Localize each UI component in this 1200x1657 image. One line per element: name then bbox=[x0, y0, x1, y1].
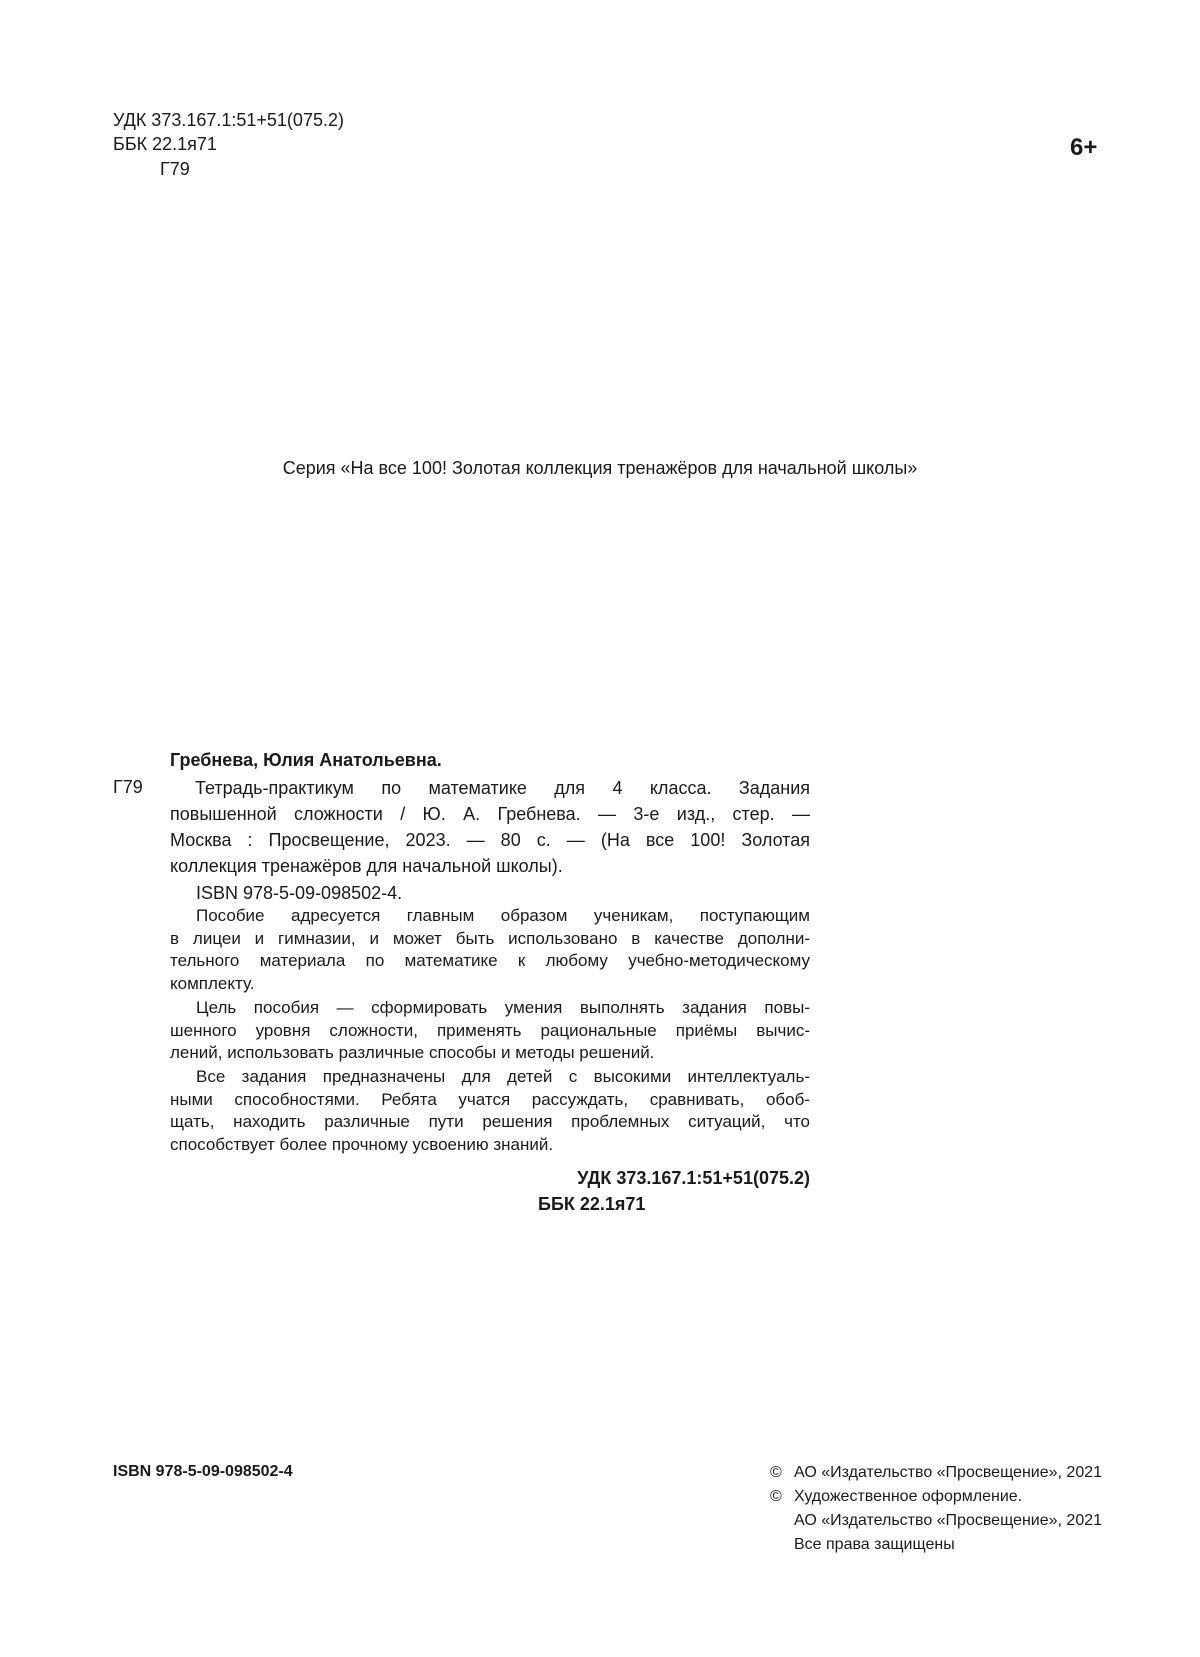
copyright-text: АО «Издательство «Просвещение», 2021 bbox=[794, 1464, 1103, 1481]
copyright-symbol: © bbox=[770, 1464, 782, 1481]
annotation-line: тельного материала по математике к любому учебно-методическому bbox=[170, 951, 810, 970]
annotation-line: комплекту. bbox=[170, 973, 255, 993]
annotation-line: шенного уровня сложности, применять рациональные приёмы вычис- bbox=[170, 1020, 810, 1040]
catalog-mark: Г79 bbox=[113, 777, 143, 797]
catalog-author: Гребнева, Юлия Анатольевна. bbox=[170, 750, 442, 770]
copyright-text: Художественное оформление. bbox=[794, 1488, 1023, 1505]
catalog-description bbox=[170, 775, 810, 879]
author-mark-top: Г79 bbox=[160, 159, 190, 179]
age-rating: 6+ bbox=[1070, 134, 1098, 161]
catalog-udk: УДК 373.167.1:51+51(075.2) bbox=[577, 1168, 810, 1188]
annotation-line: щать, находить различные пути решения проблемных ситуаций, что bbox=[170, 1112, 810, 1131]
annotation-line: лений, использовать различные способы и методы решений. bbox=[170, 1043, 655, 1062]
description-line: коллекция тренажёров для начальной школы). bbox=[170, 856, 563, 876]
annotation-paragraph-1 bbox=[170, 905, 810, 995]
series-title: Серия «На все 100! Золотая коллекция тренажёров для начальной школы» bbox=[282, 458, 918, 478]
annotation-line: Все задания предназначены для детей с высокими интеллектуаль- bbox=[196, 1067, 810, 1086]
copyright-text: Все права защищены bbox=[794, 1536, 955, 1553]
annotation-line: ными способностями. Ребята учатся рассуждать, сравнивать, обоб- bbox=[170, 1089, 810, 1109]
description-line: Тетрадь-практикум по математике для 4 класса. Задания bbox=[195, 778, 810, 798]
footer-isbn: ISBN 978-5-09-098502-4 bbox=[113, 1463, 293, 1480]
udk-code-top: УДК 373.167.1:51+51(075.2) bbox=[113, 110, 344, 130]
annotation-line: Пособие адресуется главным образом ученикам, поступающим bbox=[196, 906, 810, 925]
copyright-text: АО «Издательство «Просвещение», 2021 bbox=[794, 1512, 1103, 1529]
description-line: Москва : Просвещение, 2023. — 80 с. — (На все 100! Золотая bbox=[170, 830, 810, 850]
annotation-line: Цель пособия — сформировать умения выполнять задания повы- bbox=[196, 998, 810, 1017]
copyright-symbol: © bbox=[770, 1488, 782, 1505]
catalog-isbn: ISBN 978-5-09-098502-4. bbox=[196, 883, 403, 903]
annotation-paragraph-2 bbox=[170, 997, 810, 1065]
description-line: повышенной сложности / Ю. А. Гребнева. — 3-е изд., стер. — bbox=[170, 804, 810, 824]
annotation-paragraph-3 bbox=[170, 1066, 810, 1156]
annotation-line: в лицеи и гимназии, и может быть использовано в качестве дополни- bbox=[170, 928, 810, 948]
bbk-code-top: ББК 22.1я71 bbox=[113, 134, 217, 154]
catalog-bbk: ББК 22.1я71 bbox=[538, 1194, 646, 1214]
annotation-line: способствует более прочному усвоению знаний. bbox=[170, 1134, 554, 1154]
